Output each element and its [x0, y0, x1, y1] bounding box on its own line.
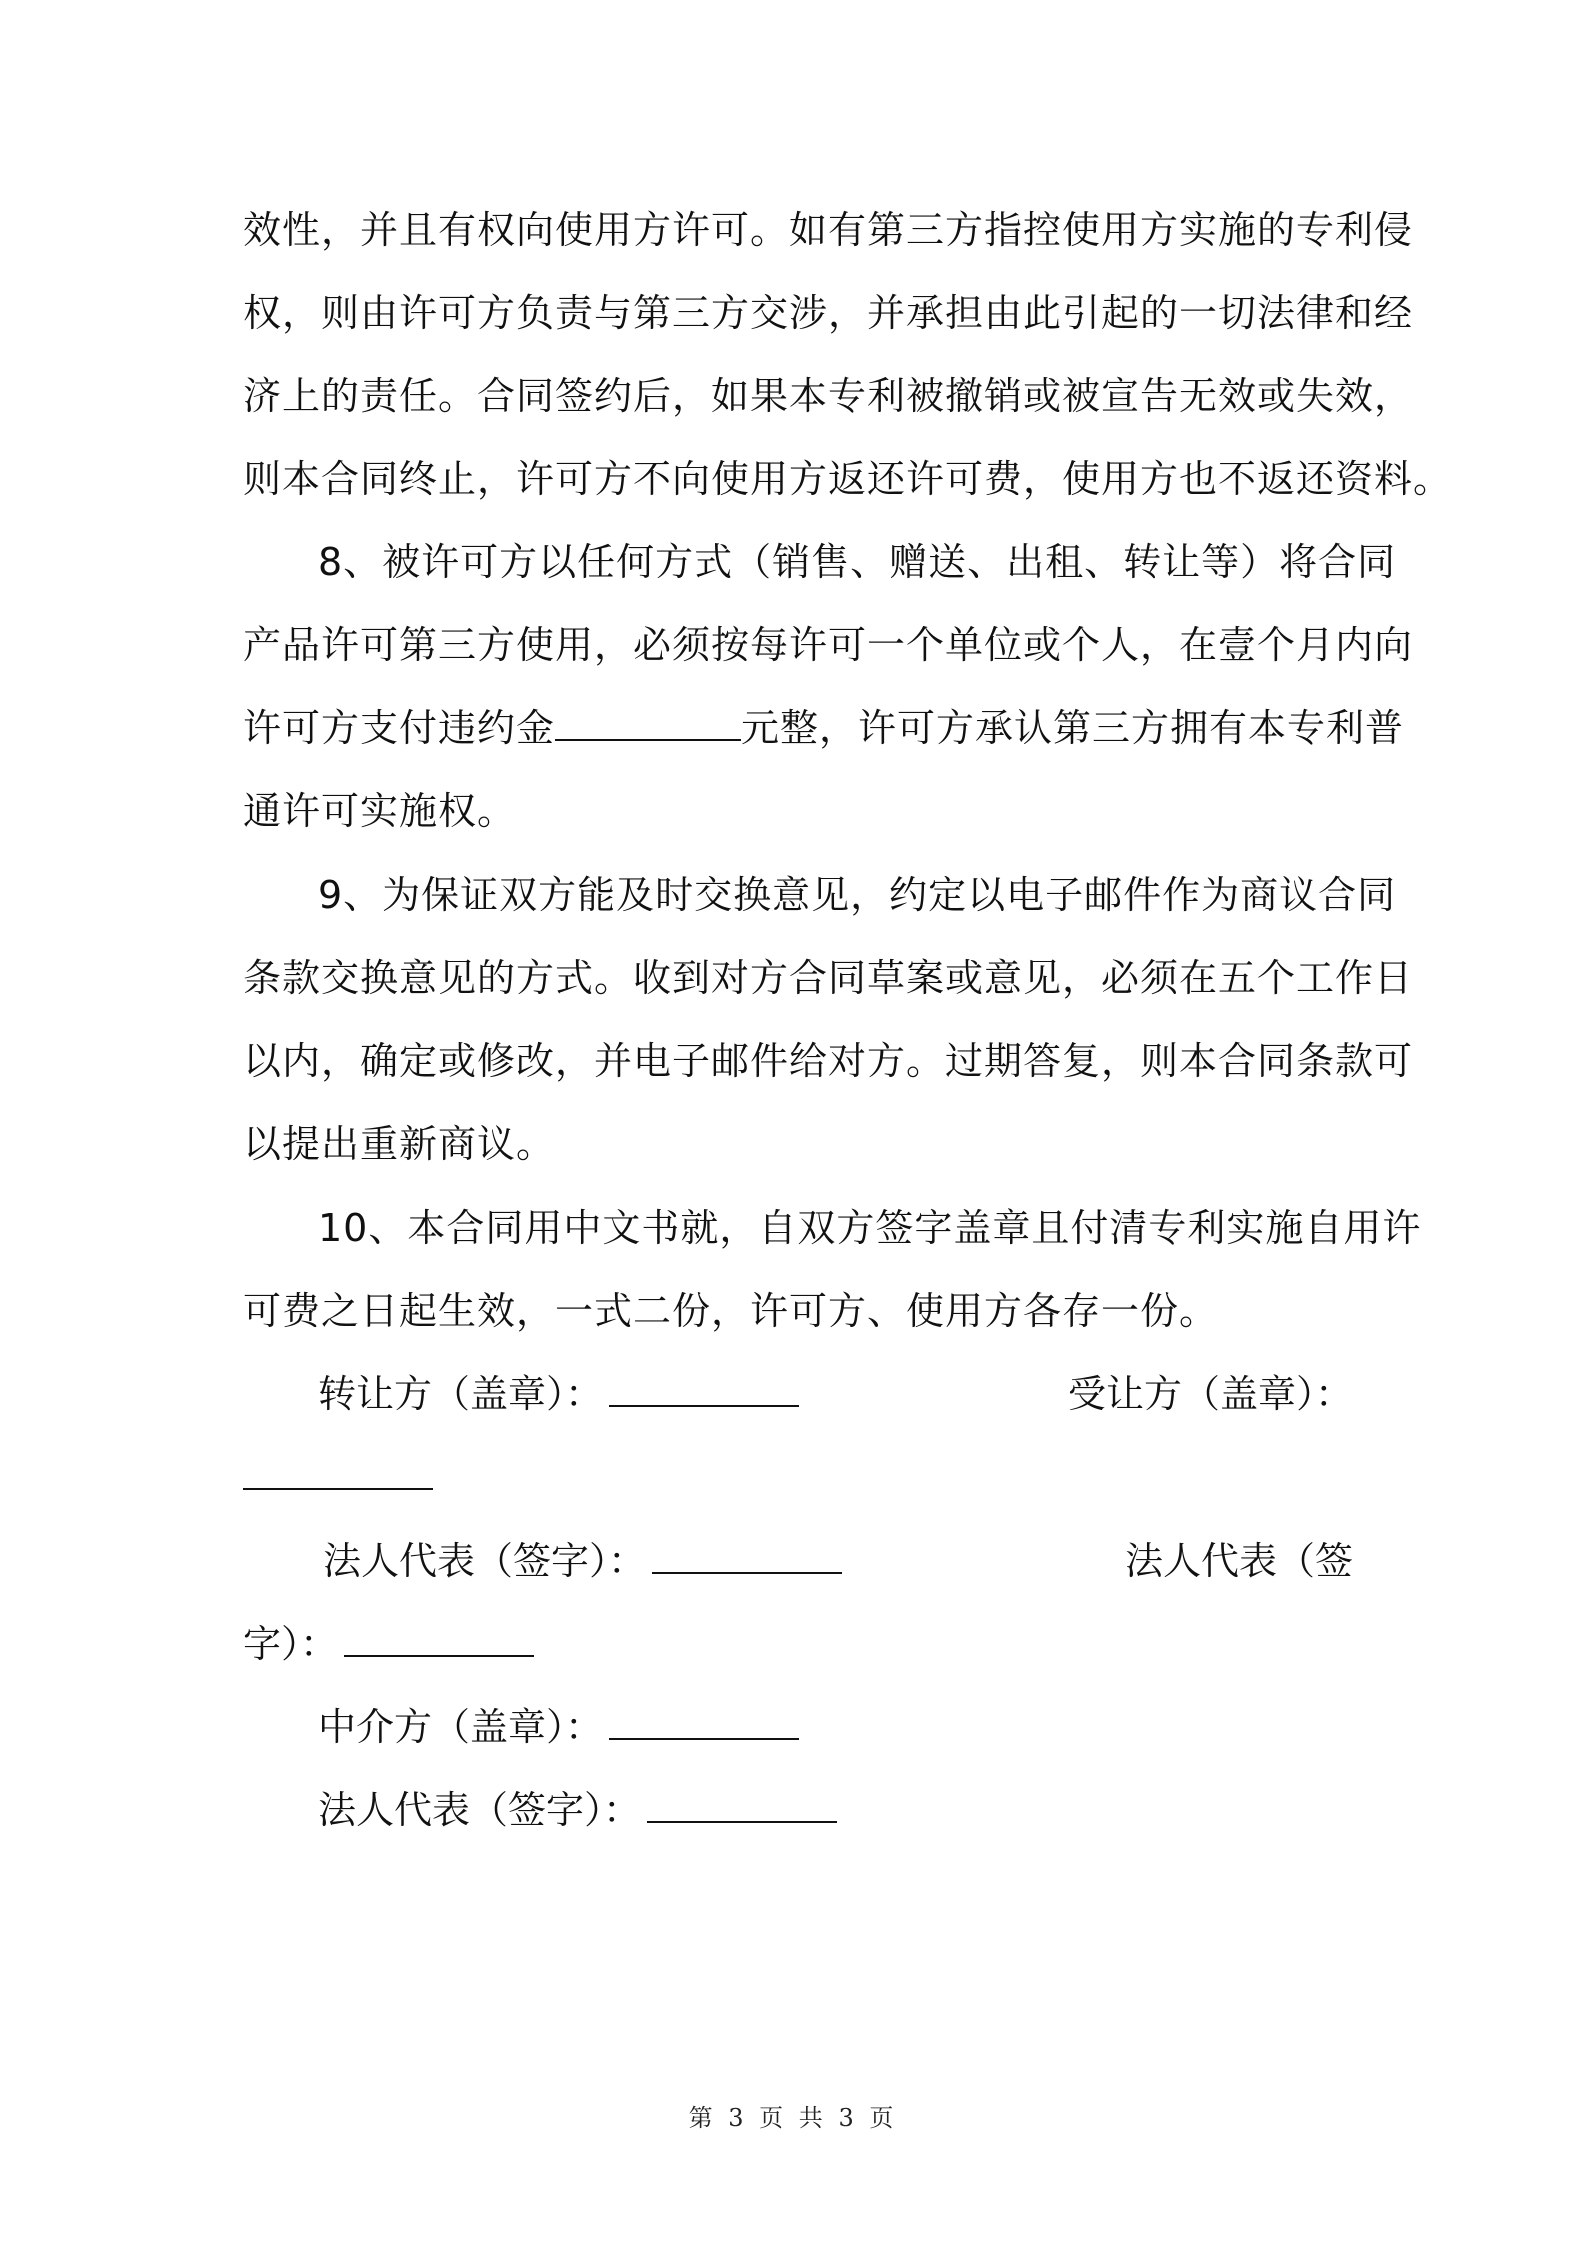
transferor-seal-blank	[609, 1369, 799, 1407]
signature-row-seals	[243, 1369, 1353, 1419]
clause-9-line: 以提出重新商议。	[243, 1122, 556, 1166]
clause-9-line: 以内，确定或修改，并电子邮件给对方。过期答复，则本合同条款可	[243, 1039, 1414, 1083]
intermediary-seal-label: 中介方（盖章）：	[318, 1705, 604, 1749]
legal-rep-left-label: 法人代表（签字）：	[323, 1539, 647, 1583]
clause-8-line: 8、被许可方以任何方式（销售、赠送、出租、转让等）将合同	[318, 540, 1397, 584]
intermediary-rep	[318, 1785, 837, 1835]
intermediary-seal	[318, 1702, 799, 1752]
signature-row-intermediary	[243, 1702, 1353, 1752]
transferee-seal-blank-row	[243, 1452, 1353, 1502]
paragraph-line: 济上的责任。合同签约后，如果本专利被撤销或被宣告无效或失效，	[243, 374, 1414, 418]
paragraph-line: 效性，并且有权向使用方许可。如有第三方指控使用方实施的专利侵	[243, 208, 1414, 252]
intermediary-rep-blank	[647, 1785, 837, 1823]
paragraph-line: 则本合同终止，许可方不向使用方返还许可费，使用方也不返还资料。	[243, 457, 1453, 501]
intermediary-rep-label: 法人代表（签字）：	[318, 1788, 642, 1832]
transferor-seal-label: 转让方（盖章）：	[318, 1372, 604, 1416]
clause-8-line: 通许可实施权。	[243, 789, 517, 833]
legal-rep-left	[323, 1536, 842, 1586]
transferor-seal	[318, 1369, 799, 1419]
clause-8-line-with-blank	[243, 703, 1405, 753]
legal-rep-left-blank	[652, 1536, 842, 1574]
legal-rep-right-label-b: 字）：	[243, 1622, 339, 1666]
penalty-amount-blank	[555, 703, 741, 741]
clause-10-line: 可费之日起生效，一式二份，许可方、使用方各存一份。	[243, 1289, 1219, 1333]
signature-row-legal-reps	[243, 1536, 1353, 1586]
clause-9-line: 9、为保证双方能及时交换意见，约定以电子邮件作为商议合同	[318, 873, 1397, 917]
clause-8-line: 产品许可第三方使用，必须按每许可一个单位或个人，在壹个月内向	[243, 623, 1414, 667]
clause-10-line: 10、本合同用中文书就，自双方签字盖章且付清专利实施自用许	[318, 1206, 1422, 1250]
transferee-seal-label: 受让方（盖章）：	[1067, 1372, 1353, 1416]
intermediary-seal-blank	[609, 1702, 799, 1740]
legal-rep-right-label-a: 法人代表（签	[1124, 1539, 1353, 1583]
page-number-footer: 第 3 页 共 3 页	[688, 2104, 898, 2132]
legal-rep-right-blank	[344, 1619, 534, 1657]
clause-9-line: 条款交换意见的方式。收到对方合同草案或意见，必须在五个工作日	[243, 956, 1414, 1000]
signature-row-intermediary-rep	[243, 1785, 1353, 1835]
paragraph-line: 权，则由许可方负责与第三方交涉，并承担由此引起的一切法律和经	[243, 291, 1414, 335]
clause-8-text-after-blank: 元整，许可方承认第三方拥有本专利普	[741, 706, 1405, 750]
transferee-seal-blank	[243, 1452, 433, 1490]
clause-8-text-before-blank: 许可方支付违约金	[243, 706, 556, 750]
legal-rep-right-continuation	[243, 1619, 1353, 1669]
